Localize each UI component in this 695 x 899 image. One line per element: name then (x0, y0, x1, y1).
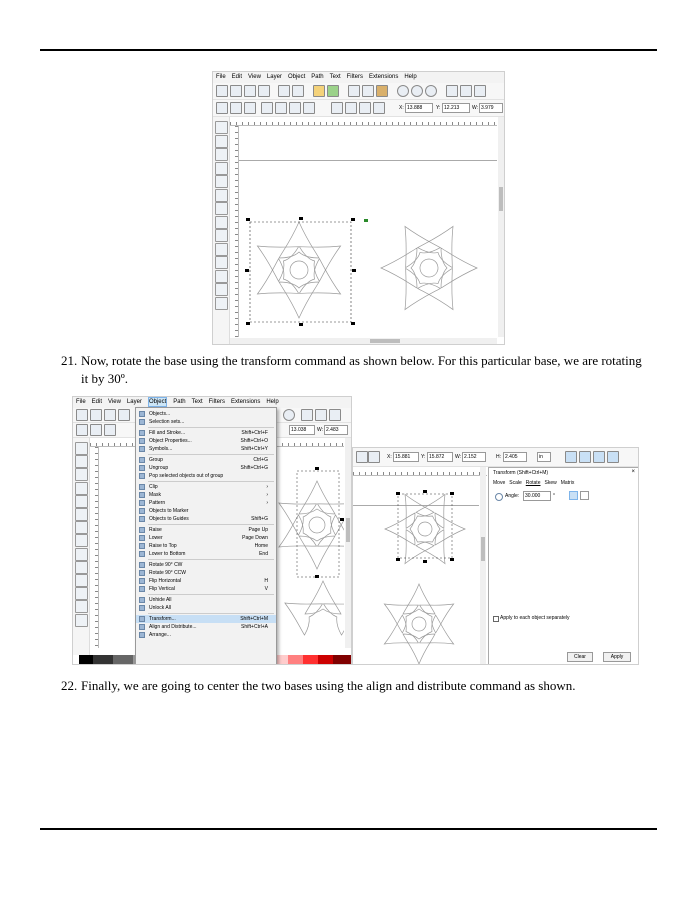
menu-item-group[interactable] (136, 456, 276, 464)
export-icon[interactable] (292, 85, 304, 97)
menu-item-icon (139, 578, 145, 584)
h-label: H: (496, 454, 501, 460)
menu-item-label: Flip Horizontal (149, 578, 181, 584)
import-icon[interactable] (278, 85, 290, 97)
menu-item-icon (139, 465, 145, 471)
menu-item-icon (139, 484, 145, 490)
menu-view[interactable]: View (108, 399, 121, 405)
menu-file[interactable]: File (76, 399, 86, 405)
zoom-page-icon[interactable] (283, 409, 295, 421)
menu-help[interactable]: Help (404, 74, 417, 80)
tab-scale[interactable]: Scale (509, 480, 522, 486)
menu-item-icon (139, 438, 145, 444)
w-field[interactable]: 2.152 (462, 452, 486, 462)
undo-icon[interactable] (313, 85, 325, 97)
tweak-tool-icon[interactable] (75, 468, 88, 481)
menu-extensions[interactable]: Extensions (368, 74, 399, 80)
zoom-tool-icon[interactable] (215, 162, 228, 175)
spiral-tool-icon[interactable] (215, 243, 228, 256)
menu-item-align-and-distribute[interactable] (136, 623, 276, 631)
apply-each-label: Apply to each object separately (500, 615, 570, 621)
rectangle-tool-icon[interactable] (215, 189, 228, 202)
open-icon[interactable] (230, 85, 242, 97)
menu-item-objects-to-guides[interactable] (136, 515, 276, 523)
menu-item-label: Fill and Stroke... (149, 430, 186, 436)
measure-tool-icon[interactable] (75, 495, 88, 508)
lower-to-bottom-icon[interactable] (373, 102, 385, 114)
menu-text[interactable]: Text (191, 399, 203, 405)
menu-item-rotate-90-ccw[interactable] (136, 569, 276, 577)
menu-item-label: Transform... (149, 616, 176, 622)
menu-item-unhide-all[interactable] (136, 596, 276, 604)
menu-item-label: Rotate 90° CW (149, 562, 183, 568)
horizontal-ruler (230, 117, 497, 126)
w-field[interactable]: 2.483 (324, 425, 348, 435)
menu-item-icon (139, 616, 145, 622)
tab-rotate[interactable]: Rotate (525, 480, 541, 486)
rotate-icon (495, 493, 503, 501)
clone-icon[interactable] (315, 409, 327, 421)
menu-item-mask[interactable] (136, 491, 276, 499)
inkscape-screenshot-transform-dialog (352, 447, 639, 665)
menu-filters[interactable]: Filters (208, 399, 225, 405)
object-menu-dropdown (135, 407, 277, 665)
menu-item-ungroup[interactable] (136, 464, 276, 472)
menu-item-pattern[interactable] (136, 499, 276, 507)
menu-layer[interactable]: Layer (126, 399, 142, 405)
selector-tool-icon[interactable] (215, 121, 228, 134)
calligraphy-tool-icon[interactable] (75, 600, 88, 613)
save-icon[interactable] (244, 85, 256, 97)
pencil-tool-icon[interactable] (215, 256, 228, 269)
redo-icon[interactable] (327, 85, 339, 97)
calligraphy-tool-icon[interactable] (215, 283, 228, 296)
scale-stroke-icon[interactable] (565, 451, 577, 463)
rotate-ccw-button[interactable] (569, 491, 578, 500)
dialog-title: Transform (Shift+Ctrl+M) (493, 470, 549, 476)
measure-tool-icon[interactable] (215, 175, 228, 188)
menu-item-symbols[interactable] (136, 445, 276, 453)
ellipse-tool-icon[interactable] (75, 534, 88, 547)
paste-icon[interactable] (376, 85, 388, 97)
box3d-tool-icon[interactable] (75, 521, 88, 534)
menu-item-raise[interactable] (136, 526, 276, 534)
menu-item-icon (139, 473, 145, 479)
zoom-page-icon[interactable] (425, 85, 437, 97)
menu-item-icon (139, 527, 145, 533)
save-icon[interactable] (104, 409, 116, 421)
apply-button[interactable]: Apply (603, 652, 631, 662)
menu-path[interactable]: Path (173, 399, 186, 405)
menu-item-label: Ungroup (149, 465, 169, 471)
vertical-scrollbar[interactable] (345, 438, 351, 648)
star-tool-icon[interactable] (215, 229, 228, 242)
menu-item-label: Unlock All (149, 605, 171, 611)
menu-item-fill-and-stroke[interactable] (136, 429, 276, 437)
menu-item-label: Raise to Top (149, 543, 177, 549)
menu-item-arrange[interactable] (136, 631, 276, 639)
menu-item-icon (139, 543, 145, 549)
angle-unit-select[interactable]: ° (553, 493, 555, 499)
new-document-icon[interactable] (216, 85, 228, 97)
box3d-tool-icon[interactable] (215, 202, 228, 215)
menu-item-lower-to-bottom[interactable] (136, 550, 276, 558)
menu-item-pop-selected-objects-out-of-group[interactable] (136, 472, 276, 480)
vertical-scrollbar[interactable] (480, 467, 486, 664)
rotate-ccw-icon[interactable] (261, 102, 273, 114)
y-label: Y: (421, 454, 426, 460)
menu-extensions[interactable]: Extensions (230, 399, 261, 405)
duplicate-icon[interactable] (301, 409, 313, 421)
menu-separator (148, 613, 274, 614)
menu-item-label: Objects to Marker (149, 508, 189, 514)
menu-separator (148, 594, 274, 595)
menu-item-label: Arrange... (149, 632, 171, 638)
menu-item-unlock-all[interactable] (136, 604, 276, 612)
menu-help[interactable]: Help (266, 399, 279, 405)
raise-icon[interactable] (345, 102, 357, 114)
select-all-icon[interactable] (216, 102, 228, 114)
vertical-ruler (90, 447, 99, 648)
menu-item-label: Group (149, 457, 163, 463)
menu-item-label: Mask (149, 492, 161, 498)
vertical-scrollbar[interactable] (498, 117, 504, 337)
menu-item-shortcut: Shift+Ctrl+F (241, 430, 268, 436)
select-all-layers-icon[interactable] (230, 102, 242, 114)
menu-item-icon (139, 492, 145, 498)
step-number: 21. (61, 353, 78, 368)
x-label: X: (387, 454, 392, 460)
tool-controls-bar (213, 100, 504, 117)
menu-item-label: Object Properties... (149, 438, 192, 444)
menu-item-clip[interactable] (136, 483, 276, 491)
node-tool-icon[interactable] (75, 455, 88, 468)
y-field[interactable]: 15.872 (427, 452, 453, 462)
select-all-layers-icon[interactable] (90, 424, 102, 436)
menu-edit[interactable]: Edit (91, 399, 103, 405)
clear-button[interactable]: Clear (567, 652, 593, 662)
menu-item-raise-to-top[interactable] (136, 542, 276, 550)
vertical-ruler (230, 126, 239, 337)
command-toolbar (213, 83, 504, 100)
rotate-cw-button[interactable] (580, 491, 589, 500)
menu-item-shortcut: Shift+Ctrl+G (240, 465, 268, 471)
canvas-drawing (239, 126, 497, 330)
tool-controls-bar (353, 448, 638, 467)
zoom-tool-icon[interactable] (75, 482, 88, 495)
toolbox (73, 438, 90, 656)
node-tool-icon[interactable] (215, 135, 228, 148)
selector-tool-icon[interactable] (75, 442, 88, 455)
menu-item-shortcut: › (266, 484, 268, 490)
w-label: W: (455, 454, 462, 460)
menu-item-label: Lower to Bottom (149, 551, 186, 557)
text-tool-icon[interactable] (75, 614, 88, 627)
drawing-canvas[interactable] (239, 126, 497, 337)
menu-item-objects-to-marker[interactable] (136, 507, 276, 515)
menu-item-transform[interactable] (136, 615, 276, 623)
angle-label: Angle: (505, 493, 520, 499)
rectangle-tool-icon[interactable] (75, 508, 88, 521)
x-field[interactable]: 13.038 (289, 425, 315, 435)
menu-filters[interactable]: Filters (346, 74, 363, 80)
x-label: X: (399, 105, 404, 111)
menu-item-label: Lower (149, 535, 163, 541)
apply-each-checkbox[interactable] (493, 616, 499, 622)
menu-item-icon (139, 632, 145, 638)
menu-item-icon (139, 500, 145, 506)
toolbox (213, 117, 230, 344)
menu-item-shortcut: Shift+Ctrl+O (240, 438, 268, 444)
flip-horizontal-icon[interactable] (289, 102, 301, 114)
menu-item-icon (139, 551, 145, 557)
zoom-drawing-icon[interactable] (411, 85, 423, 97)
step-text: Now, rotate the base using the transform command as shown below. For this particular base, we are rotating it by 30º. (81, 353, 642, 386)
menu-item-label: Rotate 90° CCW (149, 570, 187, 576)
footer-rule (40, 828, 657, 830)
selection-box (250, 222, 351, 322)
unlink-clone-icon[interactable] (474, 85, 486, 97)
lower-icon[interactable] (359, 102, 371, 114)
deselect-icon[interactable] (244, 102, 256, 114)
duplicate-icon[interactable] (446, 85, 458, 97)
new-document-icon[interactable] (76, 409, 88, 421)
menu-item-shortcut: › (266, 500, 268, 506)
menu-file[interactable]: File (216, 74, 226, 80)
step-21 (61, 352, 641, 392)
pen-tool-icon[interactable] (75, 587, 88, 600)
unlink-clone-icon[interactable] (329, 409, 341, 421)
y-field[interactable]: 12.213 (442, 103, 470, 113)
w-label: W: (472, 105, 479, 111)
raise-icon[interactable] (368, 451, 380, 463)
menu-item-label: Objects to Guides (149, 516, 189, 522)
menu-item-label: Pop selected objects out of group (149, 473, 224, 479)
unit-select[interactable]: in (537, 452, 551, 462)
tweak-tool-icon[interactable] (215, 148, 228, 161)
rotate-cw-icon[interactable] (275, 102, 287, 114)
menu-object[interactable]: Object (287, 74, 306, 80)
cut-icon[interactable] (362, 85, 374, 97)
menu-item-shortcut: Shift+Ctrl+M (240, 616, 268, 622)
print-icon[interactable] (258, 85, 270, 97)
menu-item-label: Selection sets... (149, 419, 185, 425)
menu-item-label: Unhide All (149, 597, 172, 603)
menu-item-icon (139, 535, 145, 541)
tab-matrix[interactable]: Matrix (560, 480, 575, 486)
w-label: W: (317, 427, 324, 433)
header-rule (40, 49, 657, 51)
zoom-selection-icon[interactable] (397, 85, 409, 97)
horizontal-ruler (353, 467, 487, 476)
menu-item-shortcut: Home (254, 543, 268, 549)
menu-item-icon (139, 570, 145, 576)
menu-item-flip-vertical[interactable] (136, 585, 276, 593)
menu-item-object-properties[interactable] (136, 437, 276, 445)
tab-move[interactable]: Move (493, 480, 506, 486)
menu-separator (148, 454, 274, 455)
h-field[interactable]: 2.405 (503, 452, 527, 462)
copy-icon[interactable] (348, 85, 360, 97)
dialog-tabs (493, 480, 578, 486)
menu-item-shortcut: End (259, 551, 268, 557)
menu-item-icon (139, 516, 145, 522)
menu-separator (148, 559, 274, 560)
menu-item-flip-horizontal[interactable] (136, 577, 276, 585)
scale-corners-icon[interactable] (579, 451, 591, 463)
flip-vertical-icon[interactable] (303, 102, 315, 114)
x-field[interactable]: 13.888 (405, 103, 433, 113)
menu-item-rotate-90-cw[interactable] (136, 561, 276, 569)
menu-item-objects[interactable] (136, 410, 276, 418)
menu-item-shortcut: Shift+G (251, 516, 268, 522)
menu-item-label: Raise (149, 527, 162, 533)
menu-separator (148, 481, 274, 482)
star-tool-icon[interactable] (75, 548, 88, 561)
menu-text[interactable]: Text (329, 74, 341, 80)
menu-path[interactable]: Path (311, 74, 324, 80)
tab-skew[interactable]: Skew (544, 480, 557, 486)
menu-item-icon (139, 605, 145, 611)
menu-item-label: Pattern (149, 500, 166, 506)
x-field[interactable]: 15.881 (393, 452, 419, 462)
raise-to-top-icon[interactable] (356, 451, 368, 463)
menu-item-label: Flip Vertical (149, 586, 175, 592)
menu-item-icon (139, 446, 145, 452)
menu-item-shortcut: Shift+Ctrl+A (241, 624, 268, 630)
menu-item-shortcut: Shift+Ctrl+Y (241, 446, 268, 452)
clone-icon[interactable] (460, 85, 472, 97)
menu-item-shortcut: Ctrl+G (253, 457, 268, 463)
text-tool-icon[interactable] (215, 297, 228, 310)
open-icon[interactable] (90, 409, 102, 421)
w-field[interactable]: 3.979 (479, 103, 503, 113)
menu-layer[interactable]: Layer (266, 74, 282, 80)
menu-item-shortcut: › (266, 492, 268, 498)
selection-handles (245, 217, 356, 326)
menu-item-shortcut: Page Down (242, 535, 268, 541)
print-icon[interactable] (118, 409, 130, 421)
deselect-icon[interactable] (104, 424, 116, 436)
menu-item-icon (139, 586, 145, 592)
ellipse-tool-icon[interactable] (215, 216, 228, 229)
menu-item-icon (139, 430, 145, 436)
horizontal-scrollbar[interactable] (230, 338, 497, 344)
menu-item-lower[interactable] (136, 534, 276, 542)
menu-item-selection-sets[interactable] (136, 418, 276, 426)
menu-item-label: Objects... (149, 411, 171, 417)
menu-item-icon (139, 411, 145, 417)
transform-gradients-icon[interactable] (593, 451, 605, 463)
canvas-drawing (353, 476, 479, 664)
step-text: Finally, we are going to center the two bases using the align and distribute command as shown. (81, 678, 576, 693)
step-22 (61, 677, 641, 697)
menu-item-icon (139, 508, 145, 514)
menu-item-icon (139, 624, 145, 630)
menu-item-icon (139, 419, 145, 425)
pencil-tool-icon[interactable] (75, 574, 88, 587)
step-number: 22. (61, 678, 78, 693)
inkscape-screenshot-1 (212, 71, 505, 345)
menu-item-label: Symbols... (149, 446, 173, 452)
menu-separator (148, 427, 274, 428)
menu-item-shortcut: V (264, 586, 268, 592)
angle-field[interactable]: 30.000 (523, 491, 551, 501)
menu-view[interactable]: View (248, 74, 261, 80)
menu-item-label: Clip (149, 484, 158, 490)
menu-edit[interactable]: Edit (231, 74, 243, 80)
menu-item-shortcut: H (264, 578, 268, 584)
pen-tool-icon[interactable] (215, 270, 228, 283)
menu-object[interactable]: Object (148, 399, 167, 405)
inkscape-screenshot-object-menu (72, 396, 352, 665)
drawing-canvas[interactable] (353, 476, 479, 664)
selected-base (247, 222, 350, 318)
snap-indicator (364, 219, 368, 222)
y-label: Y: (436, 105, 441, 111)
close-icon[interactable]: × (631, 469, 635, 475)
select-all-icon[interactable] (76, 424, 88, 436)
menu-item-icon (139, 562, 145, 568)
transform-patterns-icon[interactable] (607, 451, 619, 463)
menu-item-label: Align and Distribute... (149, 624, 197, 630)
menu-item-icon (139, 457, 145, 463)
menu-item-icon (139, 597, 145, 603)
transform-dialog (488, 467, 639, 665)
spiral-tool-icon[interactable] (75, 561, 88, 574)
raise-to-top-icon[interactable] (331, 102, 343, 114)
second-base (360, 201, 497, 330)
menu-bar (213, 72, 504, 83)
menu-separator (148, 524, 274, 525)
menu-item-shortcut: Page Up (248, 527, 268, 533)
